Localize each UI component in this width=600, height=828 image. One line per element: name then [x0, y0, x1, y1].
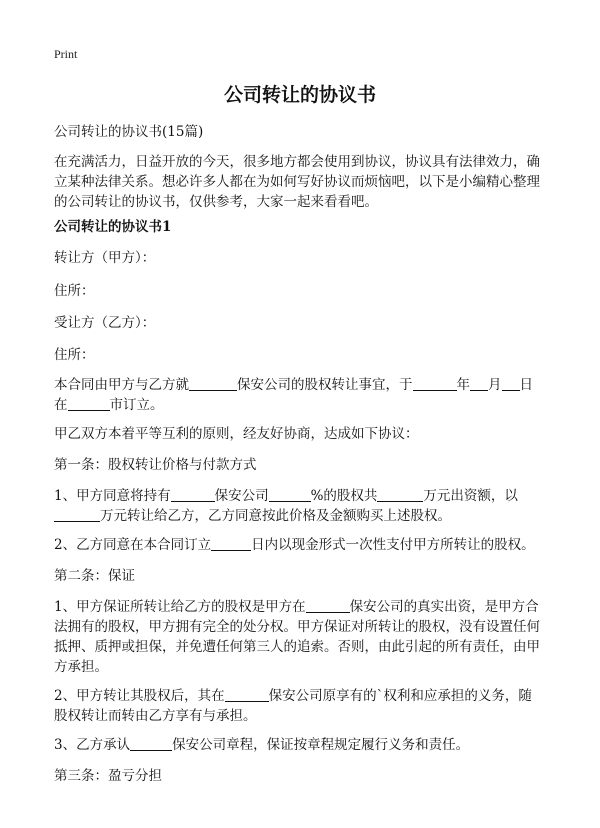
text: 保安公司章程，保证按章程规定履行义务和责任。 [172, 737, 470, 753]
article-2-item-3 [54, 735, 554, 755]
text: 3、乙方承认 [54, 737, 131, 753]
article-2-item-1-line-1 [54, 597, 554, 617]
intro-line-2: 立某种法律关系。想必许多人都在为如何写好协议而烦恼吧，以下是小编精心整理 [54, 174, 540, 190]
section-heading: 公司转让的协议书1 [54, 219, 172, 235]
article-2-item-1-line-2: 法拥有的股权，甲方拥有完全的处分权。甲方保证对所转让的股权，没有设置任何 [54, 619, 540, 635]
print-link[interactable]: Print [54, 47, 78, 61]
text: 月 [488, 377, 502, 393]
article-2-item-2-line-1 [54, 686, 554, 706]
text: 万元转让给乙方，乙方同意按此价格及金额购买上述股权。 [100, 508, 451, 524]
text: 日 [519, 377, 533, 393]
text: 万元出资额，以 [423, 488, 518, 504]
blank-day [502, 376, 520, 391]
blank-month [470, 376, 488, 391]
text: 保安公司的股权转让事宜，于 [237, 377, 413, 393]
text: 2、甲方转让其股权后，其在 [54, 688, 225, 704]
contract-intro-line-2 [54, 395, 554, 415]
text: 年 [456, 377, 470, 393]
text: 本合同由甲方与乙方就 [54, 377, 189, 393]
article-1-item-1-line-2 [54, 506, 554, 526]
text: 保安公司的真实出资，是甲方合 [349, 599, 539, 615]
article-1-heading: 第一条：股权转让价格与付款方式 [54, 457, 257, 473]
blank-company [130, 736, 172, 751]
article-2-item-2-line-2: 股权转让而转由乙方享有与承担。 [54, 708, 257, 724]
intro-line-3: 的公司转让的协议书，仅供参考，大家一起来看看吧。 [54, 194, 378, 210]
blank-company [171, 487, 215, 502]
article-2-heading: 第二条：保证 [54, 568, 135, 584]
article-3-heading: 第三条：盈亏分担 [54, 768, 162, 784]
text: %的股权共 [310, 488, 378, 504]
blank-company [306, 598, 350, 613]
article-2-item-1-line-4: 方承担。 [54, 659, 108, 675]
text: 2、乙方同意在本合同订立 [54, 537, 212, 553]
blank-company-name [189, 376, 237, 391]
address-label-1: 住所： [54, 283, 95, 299]
blank-percent [269, 487, 311, 502]
text: 保安公司原享有的`权利和应承担的义务，随 [268, 688, 532, 704]
article-1-item-2 [54, 535, 554, 555]
text: 日内以现金形式一次性支付甲方所转让的股权。 [251, 537, 535, 553]
document-subtitle: 公司转让的协议书(15篇) [54, 124, 204, 140]
party-a-label: 转让方（甲方）： [54, 250, 156, 266]
address-label-2: 住所： [54, 347, 95, 363]
text: 1、甲方保证所转让给乙方的股权是甲方在 [54, 599, 306, 615]
document-title: 公司转让的协议书 [223, 84, 376, 106]
blank-price [54, 507, 100, 522]
blank-city [68, 396, 110, 411]
text: 在 [54, 397, 68, 413]
text: 1、甲方同意将持有 [54, 488, 171, 504]
article-2-item-1-line-3: 抵押、质押或担保，并免遭任何第三人的追索。否则，由此引起的所有责任，由甲 [54, 639, 540, 655]
party-b-label: 受让方（乙方）： [54, 315, 156, 331]
article-1-item-1-line-1 [54, 486, 554, 506]
intro-line-1: 在充满活力，日益开放的今天，很多地方都会使用到协议，协议具有法律效力，确 [54, 154, 540, 170]
text: 保安公司 [214, 488, 269, 504]
principle-text: 甲乙双方本着平等互利的原则，经友好协商，达成如下协议： [54, 426, 419, 442]
contract-intro-line-1 [54, 375, 554, 395]
blank-company [225, 687, 269, 702]
text: 市订立。 [109, 397, 164, 413]
blank-days [211, 536, 251, 551]
blank-capital [377, 487, 423, 502]
blank-year [413, 376, 457, 391]
